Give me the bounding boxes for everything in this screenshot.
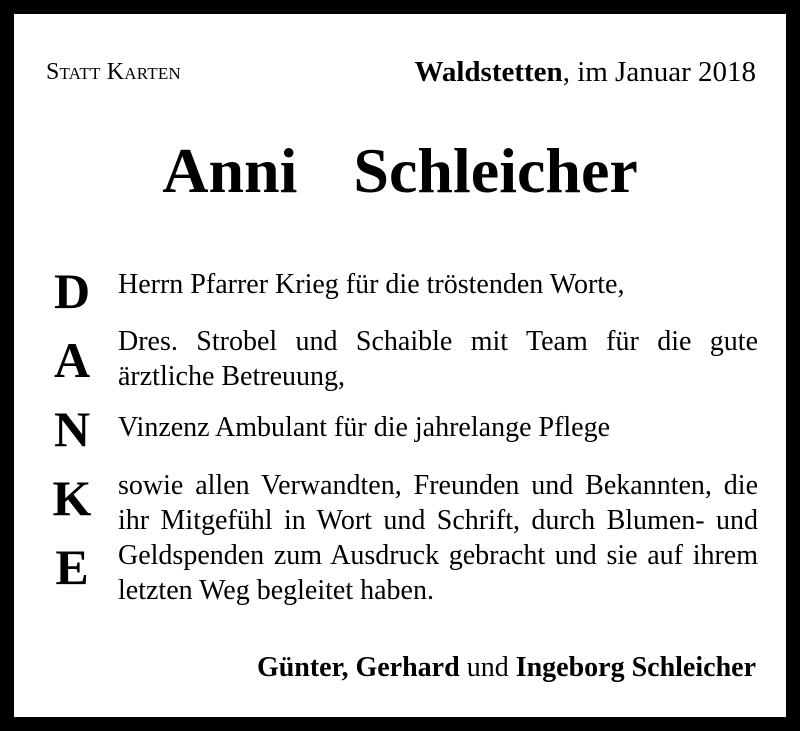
danke-vertical-word [42,263,102,611]
header-statt-karten: Statt Karten [46,59,181,85]
thanks-paragraph-pfarrer: Herrn Pfarrer Krieg für die tröstenden Worte, [118,269,625,300]
signature-names-first: Günter, Gerhard [256,652,460,683]
thanks-paragraph-aerzte: Dres. Strobel und Schaible mit Team für die gute ärztliche Betreuung, [118,326,758,392]
header-date: , im Januar 2018 [562,56,756,88]
danke-letter-a: A [53,332,91,388]
header-place: Waldstetten [414,56,563,88]
danke-letter-k: K [52,470,92,526]
family-signature [257,652,756,684]
danke-letter-n: N [53,401,91,457]
danke-letter-d: D [53,263,91,319]
thanks-paragraph-verwandte: sowie allen Verwandten, Freunden und Bekannten, die ihr Mitgefühl in Wort und Schrift, durch Blumen- und Geldspenden zum Ausdruck gebracht und sie auf ihrem letzten Weg begleitet haben. [118,470,758,606]
thanks-paragraph-pflege: Vinzenz Ambulant für die jahrelange Pflege [118,412,611,443]
signature-names-last: Ingeborg Schleicher [515,652,756,683]
danke-letter-e: E [55,539,89,595]
deceased-name: Anni Schleicher [162,135,638,206]
header-place-date [414,56,756,89]
signature-connector: und [459,652,516,683]
